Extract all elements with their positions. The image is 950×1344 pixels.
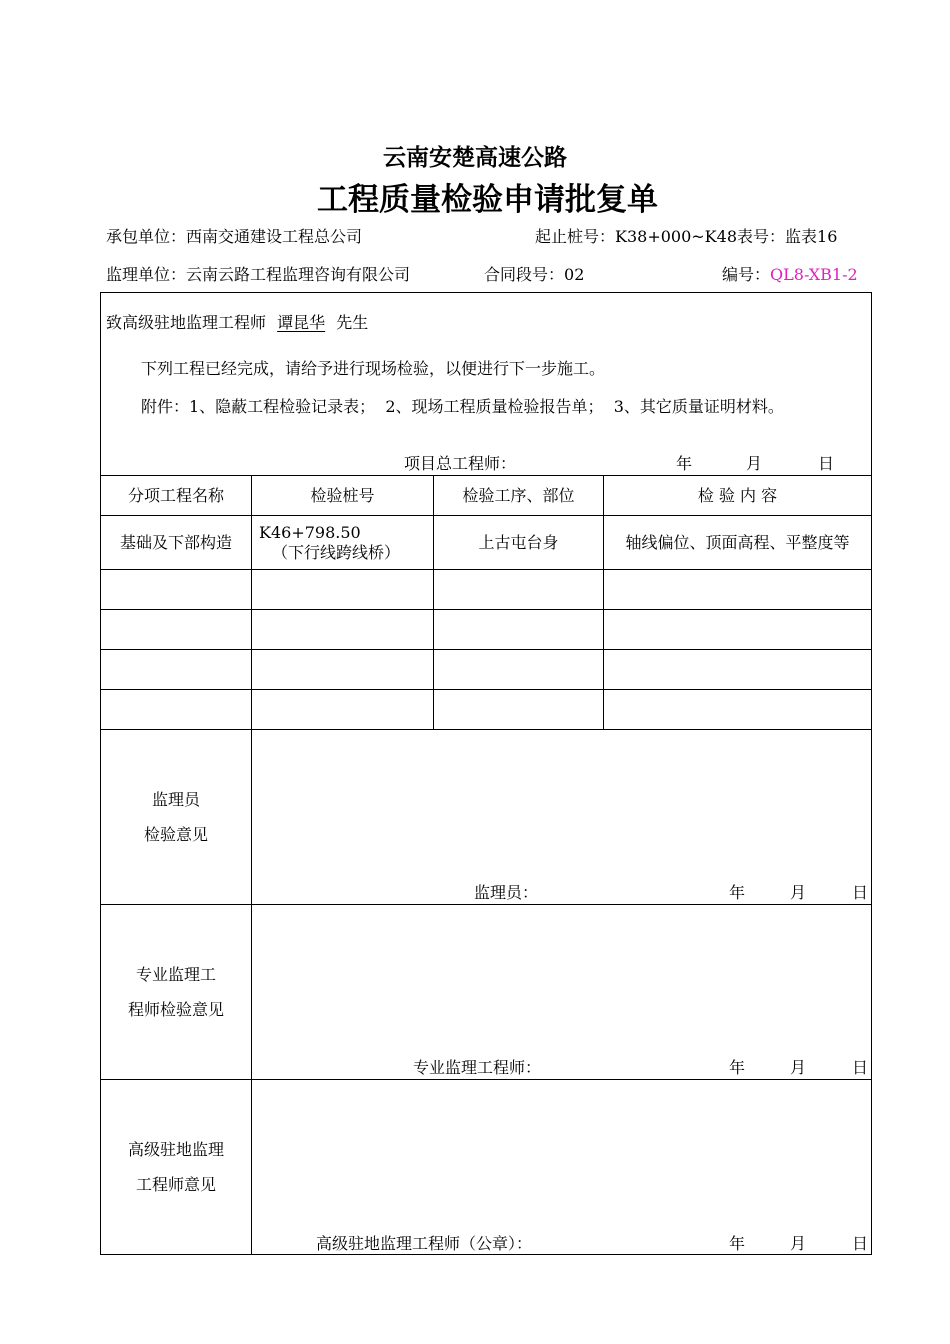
supervisor-opinion-label-line1: 监理员 — [151, 790, 200, 809]
professional-engineer-year: 年 — [729, 1058, 746, 1077]
supervisor-month: 月 — [790, 883, 807, 902]
supervisor-opinion-label — [101, 730, 251, 904]
professional-engineer-opinion-label — [101, 905, 251, 1079]
engineer-name: 谭昆华 — [277, 313, 326, 332]
senior-engineer-label-line2: 工程师意见 — [135, 1175, 216, 1194]
row-station — [252, 516, 433, 569]
row-item-name: 基础及下部构造 — [119, 532, 232, 552]
station-range-info — [535, 227, 837, 247]
contract-section-value: 02 — [564, 265, 585, 284]
contractor-value: 西南交通建设工程总公司 — [186, 227, 363, 246]
serial-label: 编号： — [722, 265, 771, 284]
senior-engineer-month: 月 — [790, 1234, 807, 1253]
contractor-info — [106, 227, 362, 247]
senior-engineer-opinion-label — [101, 1080, 251, 1254]
addressee-suffix: 先生 — [336, 313, 369, 332]
professional-engineer-signer: 专业监理工程师： — [413, 1058, 542, 1077]
request-day: 日 — [818, 454, 835, 473]
supervisor-value: 云南云路工程监理咨询有限公司 — [186, 265, 411, 284]
serial-value: QL8-XB1-2 — [770, 265, 858, 284]
row-process: 上古屯台身 — [478, 532, 559, 552]
contractor-label: 承包单位： — [106, 227, 187, 246]
supervisor-year: 年 — [729, 883, 746, 902]
row-station-line2: （下行线跨线桥） — [272, 542, 401, 562]
form-no-value: 监表16 — [785, 227, 838, 246]
header-station: 检验桩号 — [310, 485, 375, 505]
contract-section-label: 合同段号： — [484, 265, 565, 284]
header-content: 检 验 内 容 — [697, 485, 778, 505]
supervisor-day: 日 — [852, 883, 869, 902]
professional-engineer-label-line2: 程师检验意见 — [127, 1000, 224, 1019]
addressee-line — [106, 313, 368, 333]
supervisor-info — [106, 265, 410, 285]
senior-engineer-year: 年 — [729, 1234, 746, 1253]
header-process: 检验工序、部位 — [462, 485, 575, 505]
attachments-text: 附件：1、隐蔽工程检验记录表； 2、现场工程质量检验报告单； 3、其它质量证明材料。 — [141, 397, 784, 416]
supervisor-opinion-label-line2: 检验意见 — [143, 825, 208, 844]
request-body: 下列工程已经完成，请给予进行现场检验，以便进行下一步施工。 — [141, 359, 606, 378]
professional-engineer-month: 月 — [790, 1058, 807, 1077]
addressee-prefix: 致高级驻地监理工程师 — [106, 313, 267, 332]
station-range-label: 起止桩号： — [535, 227, 616, 246]
form-no-label: 表号： — [737, 227, 786, 246]
senior-engineer-label-line1: 高级驻地监理 — [127, 1140, 224, 1159]
serial-info — [722, 265, 858, 285]
page-title: 工程质量检验申请批复单 — [317, 182, 658, 218]
professional-engineer-label-line1: 专业监理工 — [135, 965, 216, 984]
row-station-line1: K46+798.50 — [259, 522, 361, 542]
station-range-value: K38+000~K48 — [615, 227, 737, 246]
row-content: 轴线偏位、顶面高程、平整度等 — [625, 532, 850, 552]
title-line1: 云南安楚高速公路 — [383, 145, 567, 171]
request-month: 月 — [746, 454, 763, 473]
supervisor-label: 监理单位： — [106, 265, 187, 284]
chief-engineer-label: 项目总工程师： — [404, 454, 517, 473]
senior-engineer-day: 日 — [852, 1234, 869, 1253]
request-year: 年 — [676, 454, 693, 473]
professional-engineer-day: 日 — [852, 1058, 869, 1077]
supervisor-signer: 监理员： — [474, 883, 539, 902]
contract-section-info — [484, 265, 584, 285]
header-item-name: 分项工程名称 — [127, 485, 224, 505]
senior-engineer-signer: 高级驻地监理工程师（公章）： — [316, 1234, 533, 1253]
